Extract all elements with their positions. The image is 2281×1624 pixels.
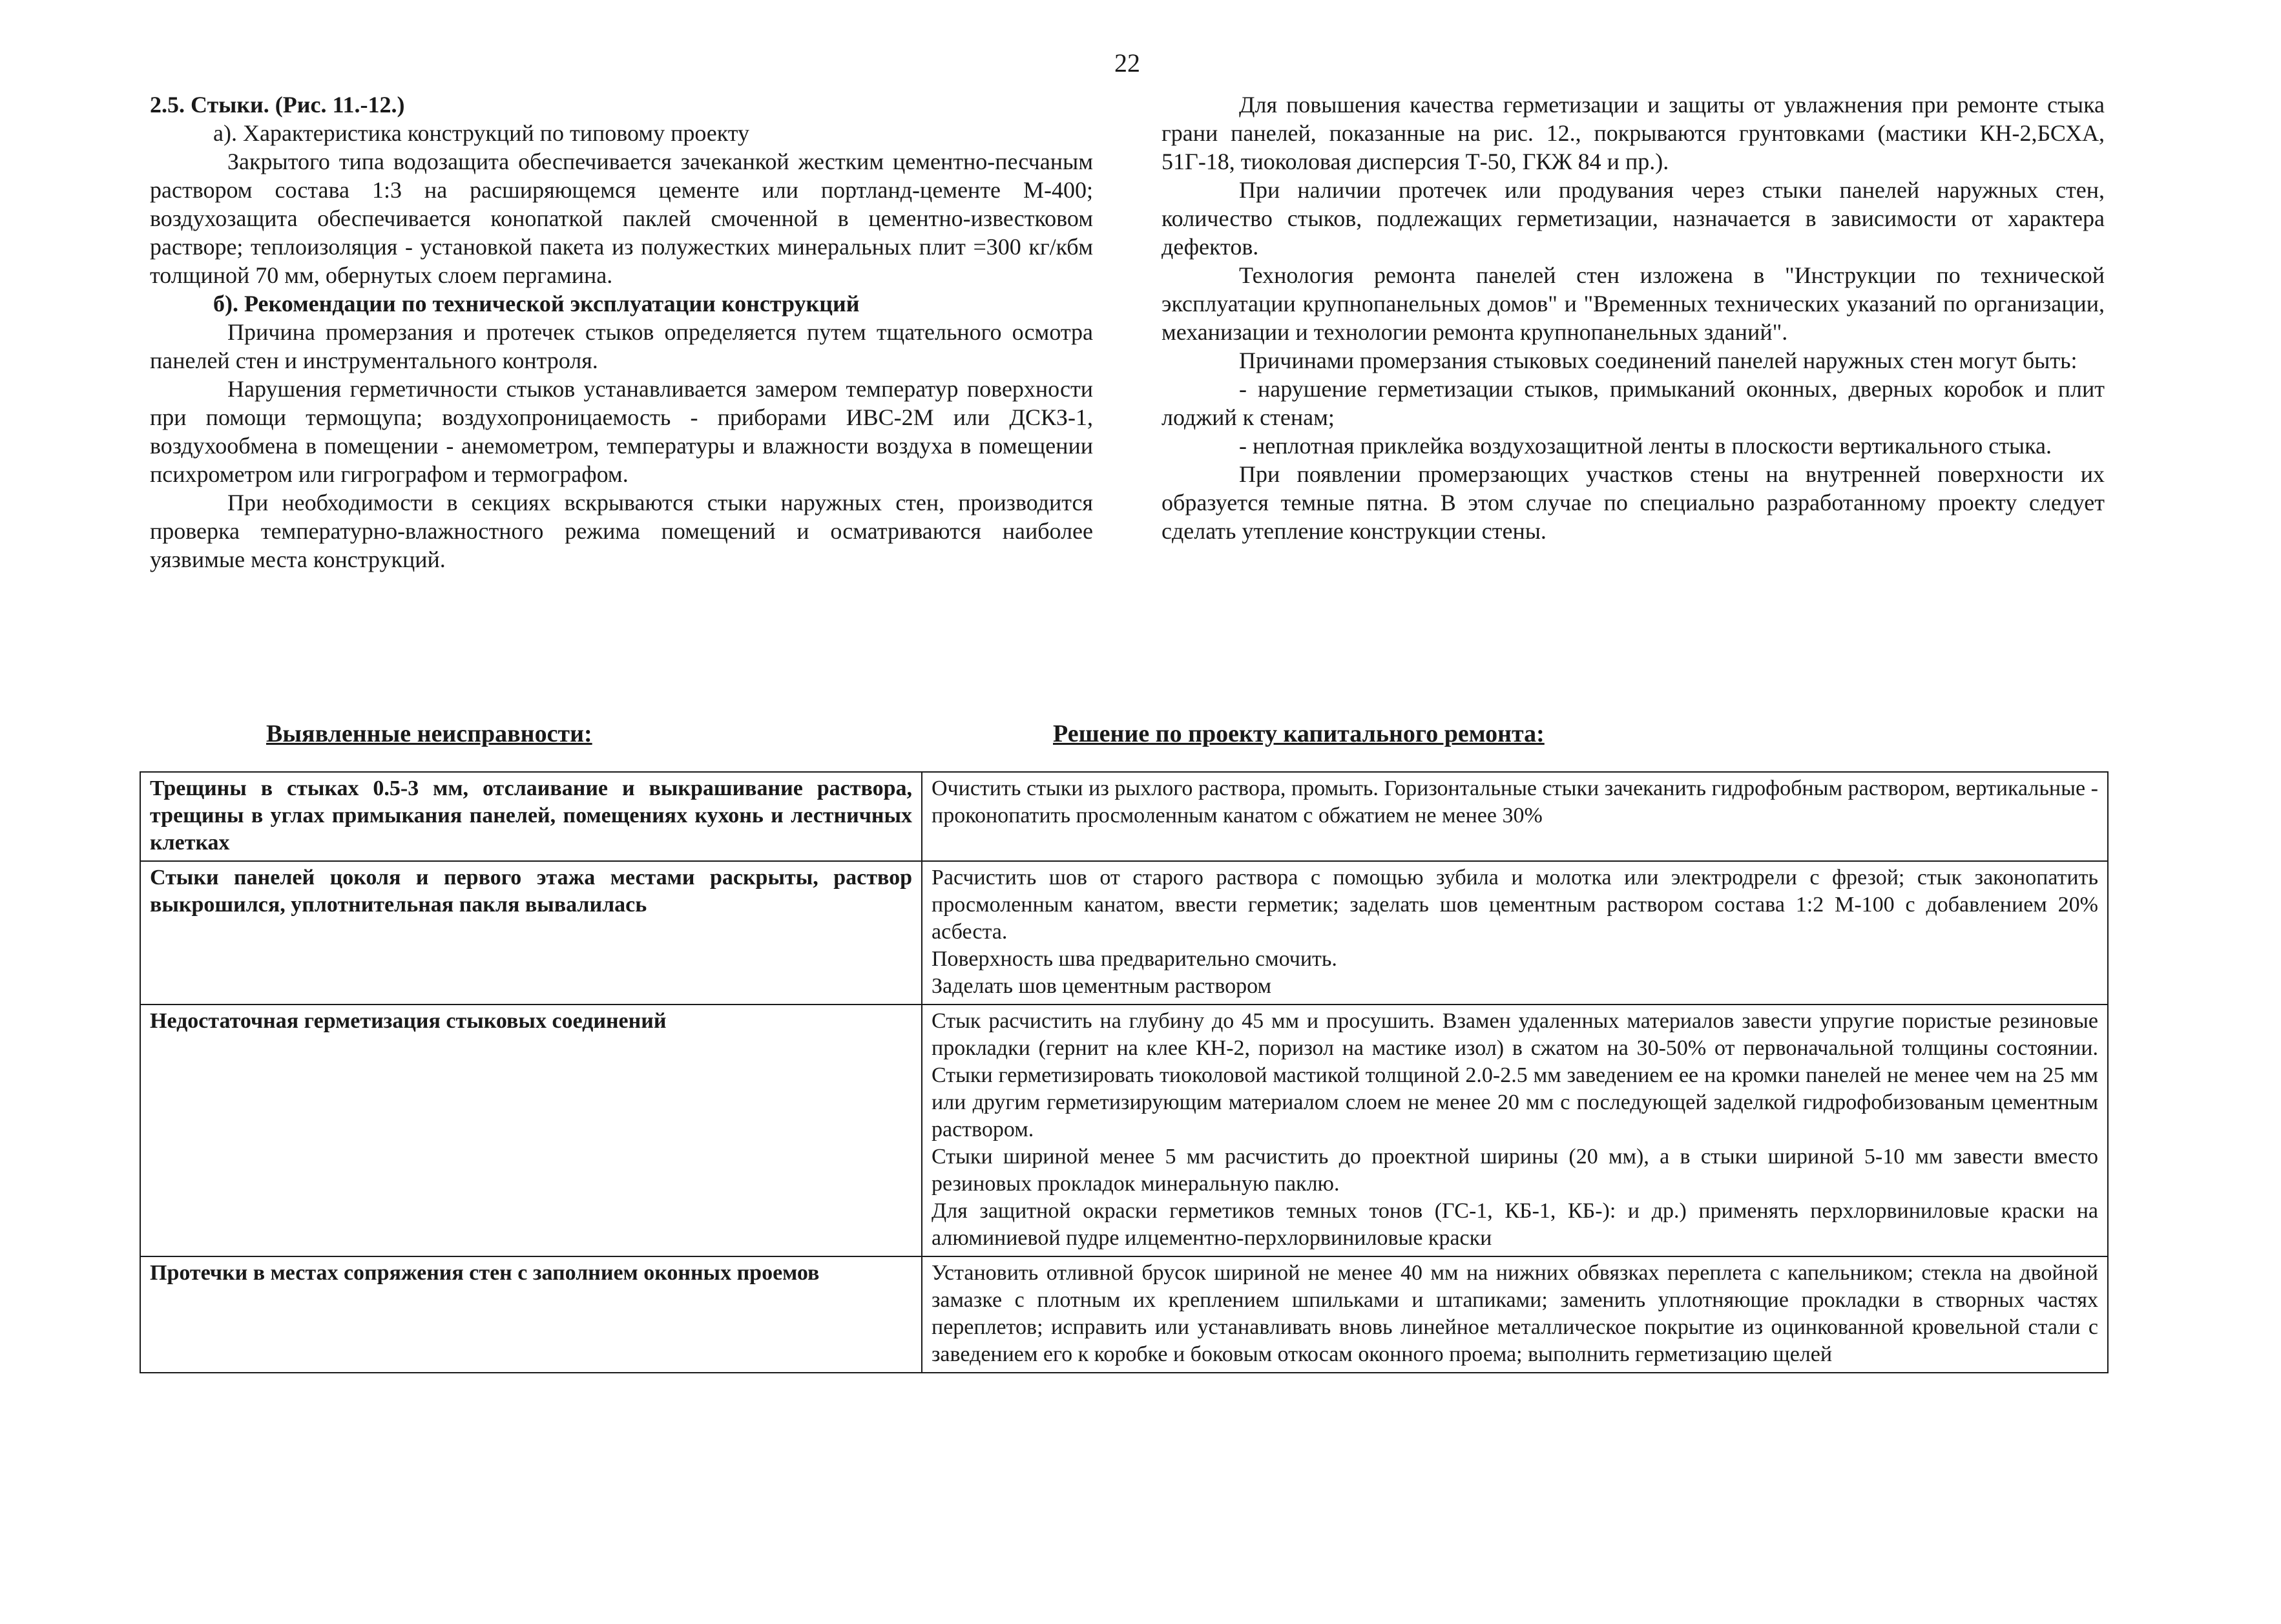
table-row	[140, 772, 2108, 861]
right-text-column	[1161, 90, 2105, 545]
repair-table	[140, 771, 2109, 1373]
subsection-a-heading: а). Характеристика конструкций по типовому проекту	[213, 120, 750, 146]
subsection-b-heading: б). Рекомендации по технической эксплуатации конструкций	[213, 291, 860, 317]
defect-cell: Протечки в местах сопряжения стен с заполнием оконных проемов	[140, 1256, 922, 1373]
solution-cell	[922, 772, 2108, 861]
paragraph: Нарушения герметичности стыков устанавливается замером температур поверхности при помощи термощупа; воздухопроницаемость - приборами ИВС-2М или ДСКЗ-1, воздухообмена в помещении - анемометром, температуры и влажности воздуха в помещении психрометром или гигрографом и термографом.	[150, 376, 1093, 487]
paragraph: Причина промерзания и протечек стыков определяется путем тщательного осмотра панелей стен и инструментального контроля.	[150, 319, 1093, 373]
solution-text: Поверхность шва предварительно смочить.	[932, 947, 1337, 971]
solution-text: Стыки шириной менее 5 мм расчистить до проектной ширины (20 мм), а в стыки шириной 5-10 мм завести вместо резиновых прокладок минеральную паклю.	[932, 1145, 2098, 1196]
solution-text: Заделать шов цементным раствором	[932, 974, 1272, 998]
solution-cell	[922, 1005, 2108, 1256]
defect-cell: Трещины в стыках 0.5-3 мм, отслаивание и выкрашивание раствора, трещины в углах примыкания панелей, помещениях кухонь и лестничных клетках	[140, 772, 922, 861]
solution-cell	[922, 1256, 2108, 1373]
paragraph: При появлении промерзающих участков стены на внутренней поверхности их образуется темные пятна. В этом случае по специально разработанному проекту следует сделать утепление конструкции стены.	[1161, 461, 2105, 544]
defects-table-title: Выявленные неисправности:	[266, 720, 592, 747]
bullet-item: - нарушение герметизации стыков, примыканий оконных, дверных коробок и плит лоджий к стенам;	[1161, 376, 2105, 430]
solution-text: Стык расчистить на глубину до 45 мм и просушить. Взамен удаленных материалов завести упругие пористые резиновые прокладки (гернит на клее КН-2, поризол на мастике изол) в сжатом на 30-50% от первоначальной толщины состоянии. Стыки герметизировать тиоколовой мастикой толщиной 2.0-2.5 мм заведением ее на кромки панелей не менее чем на 25 мм или другим герметизирующим материалом слоем не менее 20 мм с последующей заделкой гидрофобизованым цементным раствором.	[932, 1009, 2098, 1141]
solution-text: Очистить стыки из рыхлого раствора, промыть. Горизонтальные стыки зачеканить гидрофобным раствором, вертикальные - проконопатить просмоленным канатом с обжатием не менее 30%	[932, 776, 2098, 828]
paragraph: При необходимости в секциях вскрываются стыки наружных стен, производится проверка температурно-влажностного режима помещений и осматриваются наиболее уязвимые места конструкций.	[150, 490, 1093, 572]
solution-text: Для защитной окраски герметиков темных тонов (ГС-1, КБ-1, КБ-): и др.) применять перхлорвиниловые краски на алюминиевой пудре илцементно-перхлорвиниловые краски	[932, 1199, 2098, 1250]
paragraph: Причинами промерзания стыковых соединений панелей наружных стен могут быть:	[1239, 348, 2078, 373]
solution-text: Установить отливной брусок шириной не менее 40 мм на нижних обвязках переплета с капельником; стекла на двойной замазке с плотным их креплением шпильками и штапиками; заменить уплотняющие прокладки в створных частях переплетов; исправить или устанавливать вновь линейное металлическое покрытие из оцинкованной кровельной стали с заведением его к коробке и боковым откосам оконного проема; выполнить герметизацию щелей	[932, 1261, 2098, 1366]
left-text-column	[150, 90, 1093, 574]
table-row	[140, 1005, 2108, 1256]
paragraph: Технология ремонта панелей стен изложена в "Инструкции по технической эксплуатации крупнопанельных домов" и "Временных технических указаний по организации, механизации и технологии ремонта крупнопанельных зданий".	[1161, 262, 2105, 345]
paragraph: Закрытого типа водозащита обеспечивается зачеканкой жестким цементно-песчаным раствором состава 1:3 на расширяющемся цементе или портланд-цементе М-400; воздухозащита обеспечивается конопаткой паклей смоченной в цементно-известковом растворе; теплоизоляция - установкой пакета из полужестких минеральных плит =300 кг/кбм толщиной 70 мм, обернутых слоем пергамина.	[150, 149, 1093, 288]
section-heading: 2.5. Стыки. (Рис. 11.-12.)	[150, 92, 405, 118]
page-number: 22	[1114, 48, 1140, 78]
defect-cell: Стыки панелей цоколя и первого этажа местами раскрыты, раствор выкрошился, уплотнительная пакля вывалилась	[140, 861, 922, 1005]
solution-cell	[922, 861, 2108, 1005]
paragraph: Для повышения качества герметизации и защиты от увлажнения при ремонте стыка грани панелей, показанные на рис. 12., покрываются грунтовками (мастики КН-2,БСХА, 51Г-18, тиоколовая дисперсия Т-50, ГКЖ 84 и пр.).	[1161, 92, 2105, 174]
bullet-item: - неплотная приклейка воздухозащитной ленты в плоскости вертикального стыка.	[1239, 433, 2052, 459]
table-row	[140, 861, 2108, 1005]
solution-text: Расчистить шов от старого раствора с помощью зубила и молотка или электродрели с фрезой; стык законопатить просмоленным канатом, ввести герметик; заделать шов цементным раствором состава 1:2 М-100 с добавлением 20% асбеста.	[932, 866, 2098, 944]
solutions-table-title: Решение по проекту капитального ремонта:	[1053, 720, 1545, 747]
paragraph: При наличии протечек или продувания через стыки панелей наружных стен, количество стыков, подлежащих герметизации, назначается в зависимости от характера дефектов.	[1161, 177, 2105, 260]
defect-cell: Недостаточная герметизация стыковых соединений	[140, 1005, 922, 1256]
table-row	[140, 1256, 2108, 1373]
